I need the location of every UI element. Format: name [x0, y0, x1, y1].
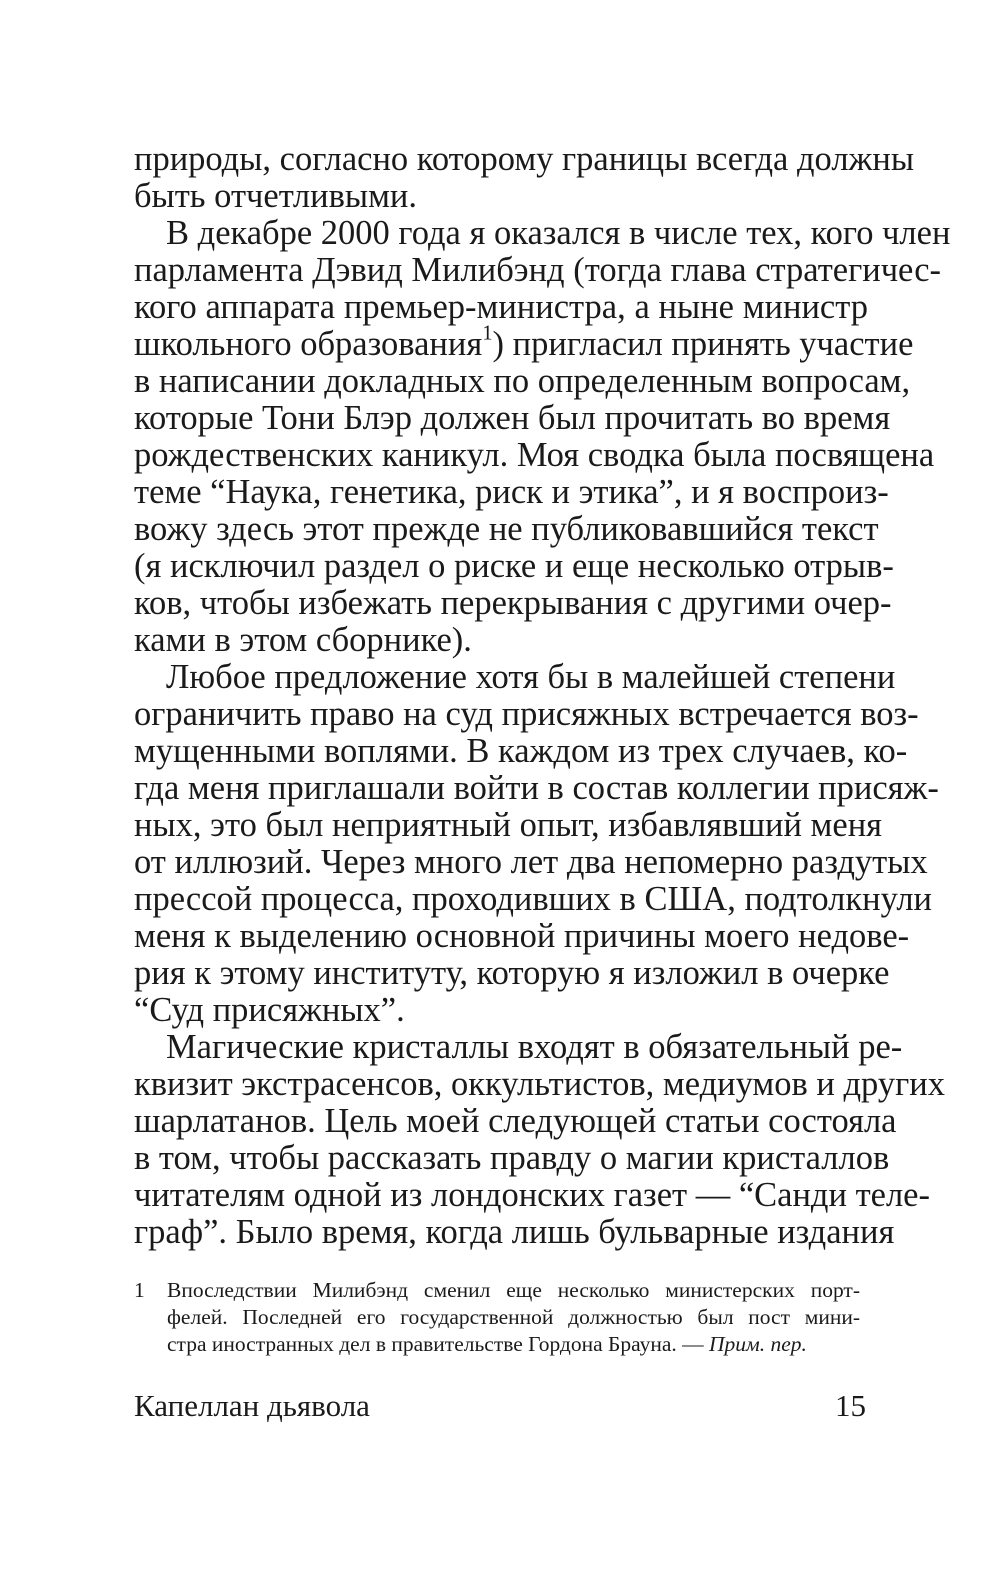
text-line: Магические кристаллы входят в обязательный ре-	[166, 1028, 903, 1066]
footnote-number: 1	[134, 1278, 145, 1302]
text-line: ограничить право на суд присяжных встречается воз-	[134, 695, 919, 733]
text-line: “Суд присяжных”.	[134, 991, 405, 1029]
text-line: В декабре 2000 года я оказался в числе тех, кого член	[166, 214, 951, 252]
text-line: от иллюзий. Через много лет два непомерно раздутых	[134, 843, 928, 881]
text-line-with-footnote-ref	[134, 322, 914, 364]
text-line: читателям одной из лондонских газет — “Санди теле-	[134, 1176, 930, 1214]
text-line: прессой процесса, проходивших в США, подтолкнули	[134, 880, 932, 918]
text-fragment: школьного образования	[134, 325, 483, 363]
footnote-line	[167, 1330, 860, 1358]
text-line: квизит экстрасенсов, оккультистов, медиумов и других	[134, 1065, 945, 1103]
translator-note-label: Прим. пер.	[709, 1332, 807, 1356]
footnote-line: фелей. Последней его государственной должностью был пост мини-	[167, 1305, 860, 1329]
text-line: теме “Наука, генетика, риск и этика”, и я воспроиз-	[134, 473, 889, 511]
text-line: парламента Дэвид Милибэнд (тогда глава стратегичес-	[134, 251, 942, 289]
text-line: рождественских каникул. Моя сводка была посвящена	[134, 436, 935, 474]
footnote-text: стра иностранных дел в правительстве Гордона Брауна. —	[167, 1332, 710, 1356]
text-line: (я исключил раздел о риске и еще несколько отрыв-	[134, 547, 894, 585]
text-line: рия к этому институту, которую я изложил в очерке	[134, 954, 890, 992]
text-line: мущенными воплями. В каждом из трех случаев, ко-	[134, 732, 908, 770]
text-line: ных, это был неприятный опыт, избавлявший меня	[134, 806, 883, 844]
footnote-reference[interactable]: 1	[482, 322, 493, 345]
text-line: меня к выделению основной причины моего недове-	[134, 917, 910, 955]
text-line: Любое предложение хотя бы в малейшей степени	[166, 658, 896, 696]
text-line: граф”. Было время, когда лишь бульварные издания	[134, 1213, 895, 1251]
footnote-line: Впоследствии Милибэнд сменил еще несколько министерских порт-	[167, 1278, 860, 1302]
text-line: в том, чтобы рассказать правду о магии кристаллов	[134, 1139, 890, 1177]
text-line: вожу здесь этот прежде не публиковавшийся текст	[134, 510, 879, 548]
page-number: 15	[835, 1388, 866, 1423]
text-line: шарлатанов. Цель моей следующей статьи состояла	[134, 1102, 897, 1140]
text-line: ков, чтобы избежать перекрывания с другими очер-	[134, 584, 892, 622]
text-line: природы, согласно которому границы всегда должны	[134, 140, 915, 178]
book-title: Капеллан дьявола	[134, 1388, 370, 1423]
text-line: ками в этом сборнике).	[134, 621, 472, 659]
text-line: гда меня приглашали войти в состав коллегии присяж-	[134, 769, 939, 807]
text-fragment: ) пригласил принять участие	[492, 325, 914, 363]
text-line: быть отчетливыми.	[134, 177, 417, 215]
text-line: в написании докладных по определенным вопросам,	[134, 362, 911, 400]
text-line: кого аппарата премьер-министра, а ныне министр	[134, 288, 868, 326]
text-line: которые Тони Блэр должен был прочитать во время	[134, 399, 891, 437]
